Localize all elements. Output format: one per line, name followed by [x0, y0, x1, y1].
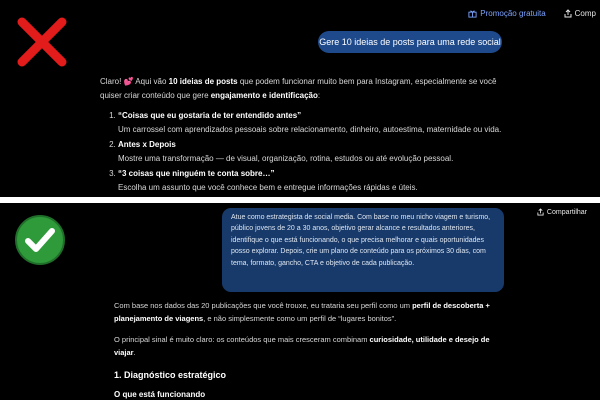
promo-label: Promoção gratuita: [480, 8, 546, 18]
gift-icon: [468, 9, 477, 18]
assistant-response: [100, 75, 510, 196]
share-label: Comp: [574, 8, 596, 18]
list-item: 2. Antes x Depois Mostre uma transformação — de visual, organização, rotina, estudos ou até evolução pessoal.: [118, 138, 510, 165]
assistant-response: [114, 299, 494, 400]
user-message-bubble: [222, 208, 504, 292]
response-paragraph: Com base nos dados das 20 publicações que você trouxe, eu trataria seu perfil como um perfil de descoberta + planejamento de viagens, e não simplesmente como um perfil de “lugares bonitos”.: [114, 301, 490, 323]
green-check-icon: [14, 214, 66, 266]
share-button[interactable]: [564, 9, 596, 18]
ideas-list: [100, 109, 510, 194]
share-icon: [564, 9, 572, 18]
share-button[interactable]: [537, 208, 587, 216]
section-heading: 1. Diagnóstico estratégico: [114, 370, 227, 380]
share-label: Compartilhar: [546, 208, 587, 216]
top-header: [468, 6, 600, 20]
bad-example-panel: [0, 0, 600, 197]
share-icon: [537, 208, 544, 216]
list-item: 3. “3 coisas que ninguém te conta sobre…” Escolha um assunto que você conhece bem e entregue informações rápidas e úteis.: [118, 167, 510, 194]
red-x-icon: [14, 14, 70, 70]
good-example-panel: [0, 203, 600, 400]
response-paragraph: O principal sinal é muito claro: os conteúdos que mais cresceram combinam curiosidade, utilidade e desejo de viajar.: [114, 335, 490, 357]
promo-link[interactable]: [468, 9, 545, 18]
response-intro: Claro! 💕 Aqui vão 10 ideias de posts que podem funcionar muito bem para Instagram, especialmente se você quiser criar conteúdo que gere engajamento e identificação:: [100, 77, 497, 100]
section-subheading: O que está funcionando: [114, 390, 206, 399]
user-message-bubble: [318, 31, 502, 53]
user-message-text: Atue como estrategista de social media. Com base no meu nicho viagem e turismo, público jovens de 20 a 30 anos, objetivo gerar alcance e resultados anteriores, identifique o que está funcionando, o que precisa melhorar e quais oportunidades posso explorar. Depois, crie um plano de conteúdo para os próximos 30 dias, com tema, formato, gancho, CTA e objetivo de cada publicação.: [231, 214, 491, 267]
list-item: 1. “Coisas que eu gostaria de ter entendido antes” Um carrossel com aprendizados pessoais sobre relacionamento, dinheiro, autoestima, maternidade ou vida.: [118, 109, 510, 136]
user-message-text: Gere 10 ideias de posts para uma rede social: [319, 37, 501, 47]
